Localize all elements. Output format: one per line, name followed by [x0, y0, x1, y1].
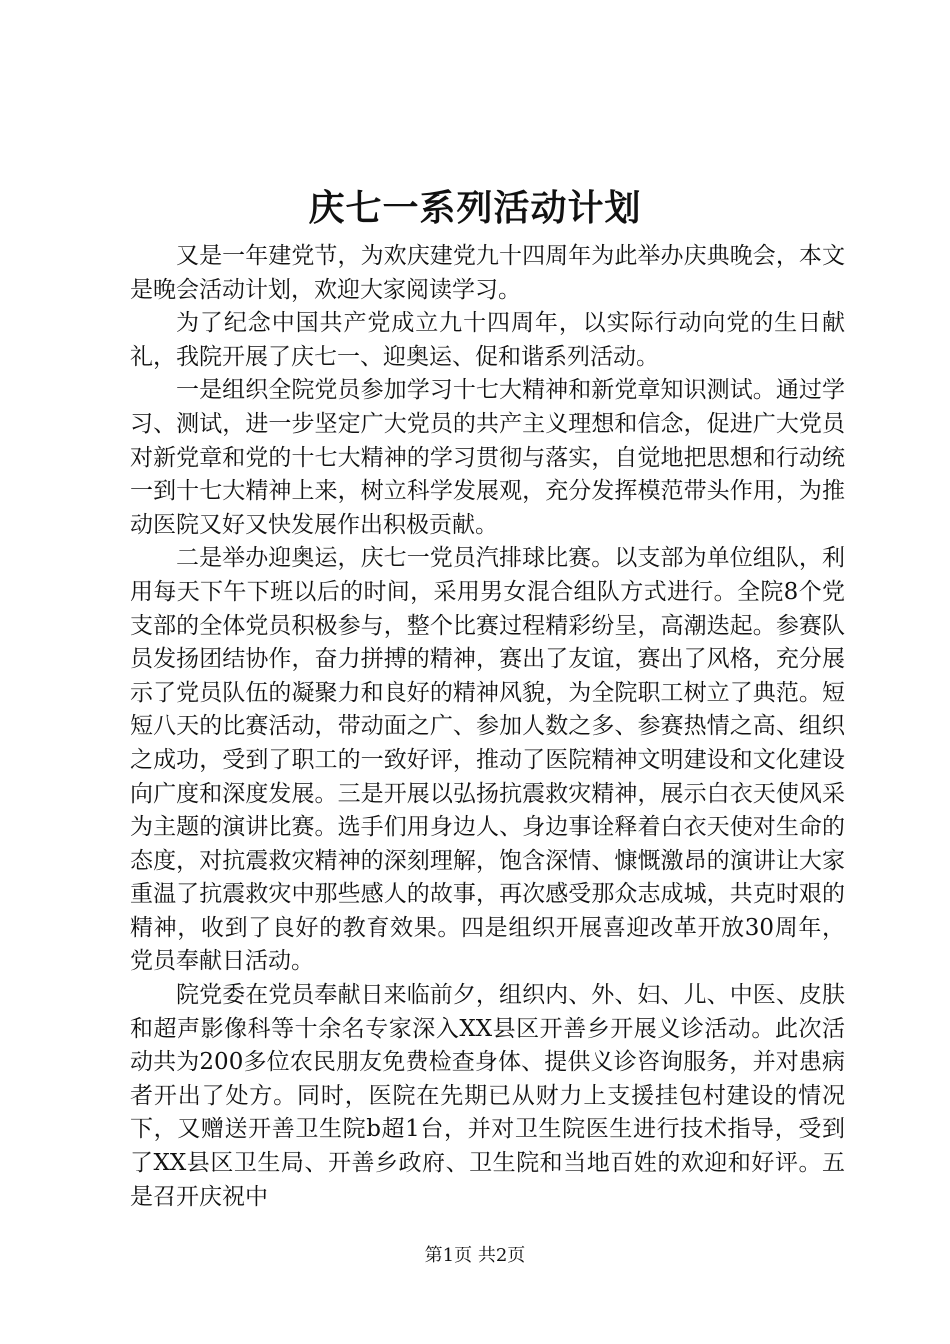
paragraph-purpose: 为了纪念中国共产党成立九十四周年，以实际行动向党的生日献礼，我院开展了庆七一、迎奥运、促和谐系列活动。 — [130, 310, 845, 370]
document-title: 庆七一系列活动计划 — [308, 187, 642, 229]
paragraph-item-two: 二是举办迎奥运，庆七一党员汽排球比赛。以支部为单位组队，利用每天下午下班以后的时间，采用男女混合组队方式进行。全院8个党支部的全体党员积极参与，整个比赛过程精彩纷呈，高潮迭起。参赛队员发扬团结协作，奋力拼搏的精神，赛出了友谊，赛出了风格，充分展示了党员队伍的凝聚力和良好的精神风貌，为全院职工树立了典范。短短八天的比赛活动，带动面之广、参加人数之多、参赛热情之高、组织之成功，受到了职工的一致好评，推动了医院精神文明建设和文化建设向广度和深度发展。三是开展以弘扬抗震救灾精神，展示白衣天使风采为主题的演讲比赛。选手们用身边人、身边事诠释着白衣天使对生命的态度，对抗震救灾精神的深刻理解，饱含深情、慷慨激昂的演讲让大家重温了抗震救灾中那些感人的故事，再次感受那众志成城，共克时艰的精神，收到了良好的教育效果。四是组织开展喜迎改革开放30周年，党员奉献日活动。 — [130, 545, 845, 975]
paragraph-volunteer-clinic: 院党委在党员奉献日来临前夕，组织内、外、妇、儿、中医、皮肤和超声影像科等十余名专家深入XX县区开善乡开展义诊活动。此次活动共为200多位农民朋友免费检查身体、提供义诊咨询服务，并对患病者开出了处方。同时，医院在先期已从财力上支援挂包村建设的情况下，又赠送开善卫生院b超1台，并对卫生院医生进行技术指导，受到了XX县区卫生局、开善乡政府、卫生院和当地百姓的欢迎和好评。五是召开庆祝中 — [130, 982, 845, 1210]
document-body — [130, 240, 845, 1214]
page-footer: 第1页 共2页 — [424, 1245, 526, 1266]
paragraph-item-one: 一是组织全院党员参加学习十七大精神和新党章知识测试。通过学习、测试，进一步坚定广大党员的共产主义理想和信念，促进广大党员对新党章和党的十七大精神的学习贯彻与落实，自觉地把思想和行动统一到十七大精神上来，树立科学发展观，充分发挥模范带头作用，为推动医院又好又快发展作出积极贡献。 — [130, 377, 845, 538]
paragraph-intro: 又是一年建党节，为欢庆建党九十四周年为此举办庆典晚会，本文是晚会活动计划，欢迎大家阅读学习。 — [130, 243, 845, 303]
